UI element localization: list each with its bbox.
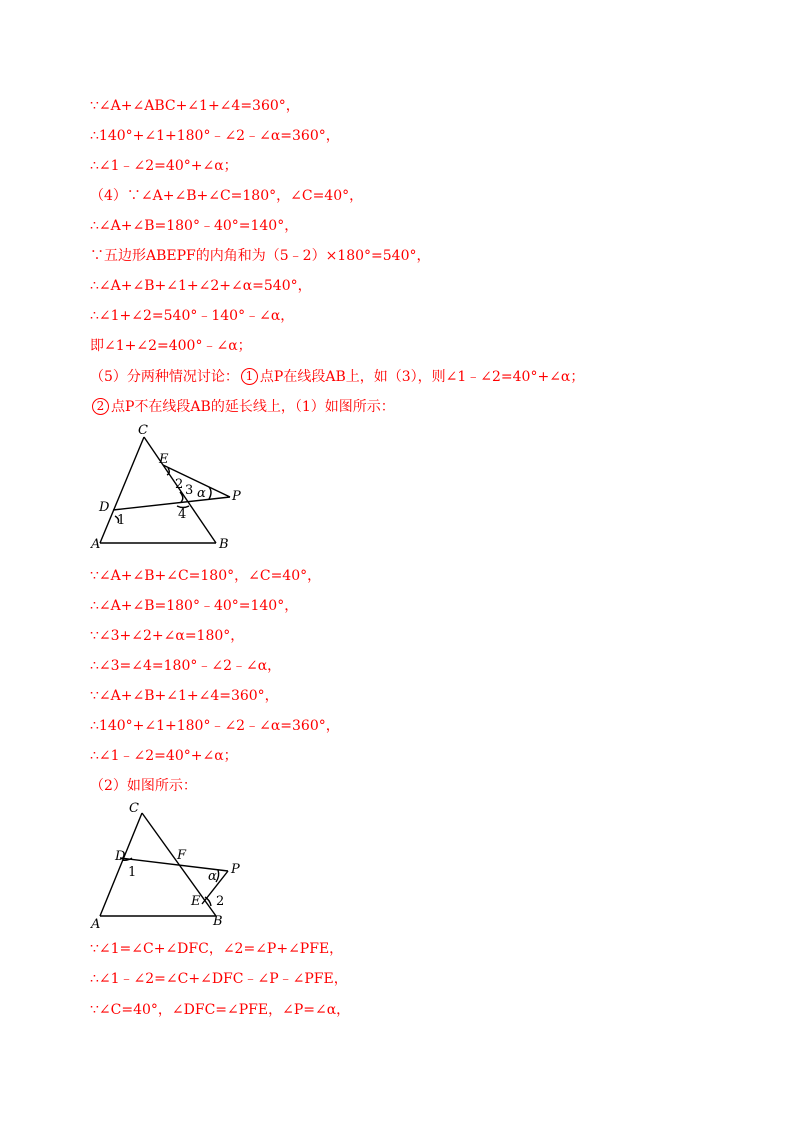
angle-arc-alpha [209,487,211,499]
case-text-2: 点P不在线段AB的延长线上，（1）如图所示： [111,399,395,415]
proof-line: ∵∠3+∠2+∠α=180°， [90,628,245,644]
segment-DP [113,497,230,510]
label-A: A [91,537,101,552]
label-angle-4: 4 [178,507,187,522]
proof-line: ∴∠A+∠B=180°﹣40°=140°， [90,218,299,234]
label-F: F [177,848,187,863]
label-angle-1: 1 [117,513,126,528]
label-B: B [213,914,223,929]
case-text-1: 点P在线段AB上，如（3），则∠1﹣∠2=40°+∠α； [259,369,585,385]
proof-line: ∵∠C=40°，∠DFC=∠PFE，∠P=∠α， [90,1002,351,1018]
proof-line: ∴140°+∠1+180°﹣∠2﹣∠α=360°， [90,128,340,144]
label-P: P [232,489,241,504]
case-prefix: （5）分两种情况讨论： [90,369,239,385]
label-alpha: α [208,869,217,884]
label-E: E [191,894,201,909]
label-C: C [138,423,148,438]
proof-line: 即∠1+∠2=400°﹣∠α； [90,338,252,354]
proof-line: ∵∠A+∠B+∠1+∠4=360°， [90,688,279,704]
proof-line: ∴∠3=∠4=180°﹣∠2﹣∠α， [90,658,282,674]
proof-line: （4）∵∠A+∠B+∠C=180°，∠C=40°， [90,188,364,204]
label-A: A [91,917,101,930]
label-angle-3: 3 [185,483,194,498]
geometry-figure-2 [85,798,260,930]
case-line-2 [90,396,395,418]
proof-line: ∴∠1﹣∠2=40°+∠α； [90,748,238,764]
proof-line: ∴∠A+∠B+∠1+∠2+∠α=540°， [90,278,312,294]
circled-marker-1: 1 [241,368,258,385]
proof-line: ∵五边形ABEPF的内角和为（5﹣2）×180°=540°， [90,248,431,264]
proof-line: ∵∠A+∠B+∠C=180°，∠C=40°， [90,568,322,584]
label-alpha: α [197,486,206,501]
label-E: E [159,452,169,467]
proof-line: ∵∠A+∠ABC+∠1+∠4=360°， [90,98,300,114]
case-line [90,366,584,388]
label-angle-2: 2 [175,477,184,492]
proof-line: ∴∠A+∠B=180°﹣40°=140°， [90,598,299,614]
label-C: C [129,801,139,816]
proof-line: ∴∠1﹣∠2=40°+∠α； [90,158,238,174]
label-D: D [99,500,110,515]
proof-line: ∴∠1+∠2=540°﹣140°﹣∠α， [90,308,295,324]
geometry-figure-1 [85,420,260,555]
label-angle-2: 2 [216,894,225,909]
label-P: P [231,862,240,877]
circled-marker-2: 2 [92,398,109,415]
proof-line: ∴∠1﹣∠2=∠C+∠DFC﹣∠P﹣∠PFE， [90,971,348,987]
proof-line: （2）如图所示： [90,778,197,794]
label-angle-1: 1 [128,865,137,880]
proof-line: ∴140°+∠1+180°﹣∠2﹣∠α=360°， [90,718,340,734]
label-D: D [115,849,126,864]
label-B: B [219,537,229,552]
proof-line: ∵∠1=∠C+∠DFC，∠2=∠P+∠PFE， [90,941,344,957]
